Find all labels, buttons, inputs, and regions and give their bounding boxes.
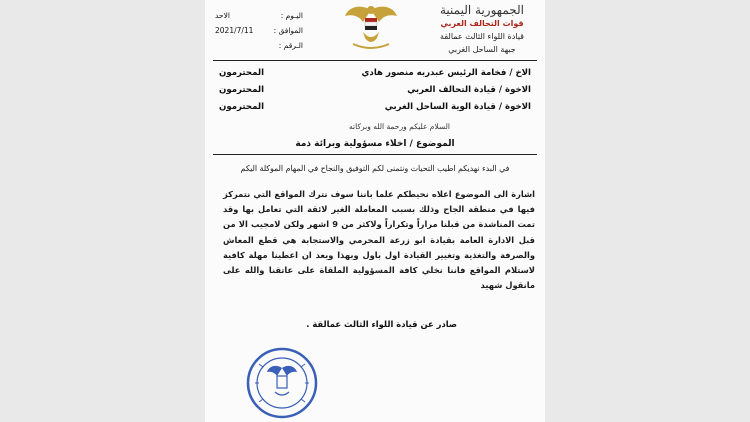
intro-line: في البدء نهديكم اطيب التحيات ونتمنى لكم التوفيق والنجاح في المهام الموكلة اليكم bbox=[240, 164, 510, 173]
official-stamp-icon bbox=[245, 346, 319, 420]
addressee-row bbox=[219, 85, 531, 95]
subject-line: الموضوع / اخلاء مسؤولية وبرائة ذمة bbox=[295, 139, 455, 149]
day-value: الاحد bbox=[215, 11, 230, 20]
brigade-title: قيادة اللواء الثالث عمالقة bbox=[440, 32, 524, 41]
addressee-honorific: المحترمون bbox=[219, 85, 265, 95]
right-blur-panel bbox=[545, 0, 750, 422]
letter-body: اشارة الى الموضوع اعلاه نحيطكم علما باننا سوف نترك المواقع التي نتمركز فيها في منطقة الجاح وذلك بسبب المعاملة الغير لائقة التي تعامل بها وقد تمت المناشدة من قبلنا مراراً وتكراراً ولاكثر من 9 اشهر ولكن لامجيب الا من قبل الادارة العامة بقيادة ابو زرعة المحرمي والاستجابة هي قطع المعاش والصرفة والتغذية وتغيير القيادة اول باول وبهذا ويعد ان اعطينا مهلة كافية لاستلام المواقع فاننا نخلي كافة المسؤولية الملقاة على عاتقنا والله على مانقول شهيد bbox=[223, 189, 535, 291]
header-divider bbox=[213, 60, 537, 61]
addressee-honorific: المحترمون bbox=[219, 102, 265, 112]
subject-divider bbox=[213, 154, 537, 155]
front-title: جبهة الساحل الغربي bbox=[448, 45, 516, 54]
addressee-row bbox=[219, 102, 531, 112]
date-label: الموافق : bbox=[273, 26, 303, 35]
ref-label: الـرقم : bbox=[278, 41, 303, 50]
addressee-row bbox=[219, 68, 531, 78]
letter-document bbox=[205, 0, 545, 422]
addressee-name: الاخ / فخامة الرئيس عبدربه منصور هادي bbox=[361, 68, 531, 78]
letter-meta bbox=[215, 8, 303, 53]
left-blur-panel bbox=[0, 0, 205, 422]
day-label: اليـوم : bbox=[280, 11, 303, 20]
issuer-line: صادر عن قيادة اللواء الثالث عمالقة . bbox=[306, 319, 457, 329]
addressee-name: الاخوة / قيادة التحالف العربي bbox=[407, 85, 531, 95]
republic-title: الجمهورية اليمنية bbox=[439, 3, 524, 17]
addressee-name: الاخوة / قيادة الوية الساحل الغربي bbox=[384, 102, 531, 112]
letterhead-right bbox=[427, 4, 537, 56]
addressee-honorific: المحترمون bbox=[219, 68, 265, 78]
coalition-title: قوات التحالف العربي bbox=[440, 19, 524, 28]
date-value: 2021/7/11 bbox=[215, 26, 254, 35]
greeting: السلام عليكم ورحمة الله وبركاته bbox=[349, 122, 450, 131]
yemen-eagle-emblem-icon bbox=[343, 2, 399, 52]
